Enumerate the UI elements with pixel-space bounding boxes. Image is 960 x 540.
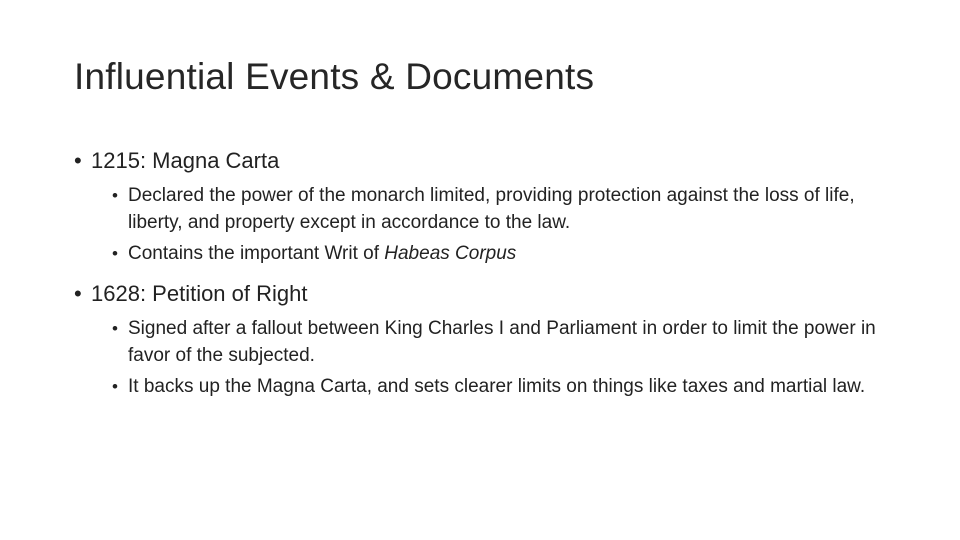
bullet-icon: • xyxy=(112,244,118,263)
bullet-icon: • xyxy=(112,377,118,396)
slide-body xyxy=(74,146,894,400)
sub-bullet-list xyxy=(112,182,894,267)
sub-bullet-text: Signed after a fallout between King Charles I and Parliament in order to limit the power in favor of the subjected. xyxy=(128,318,876,366)
bullet-text: 1628: Petition of Right xyxy=(91,281,308,306)
sub-bullet-text: It backs up the Magna Carta, and sets clearer limits on things like taxes and martial law. xyxy=(128,376,866,397)
bullet-icon: • xyxy=(112,319,118,338)
sub-bullet-item xyxy=(112,182,894,236)
sub-bullet-list xyxy=(112,315,894,400)
slide-title: Influential Events & Documents xyxy=(74,56,595,97)
bullet-text: 1215: Magna Carta xyxy=(91,148,280,173)
sub-bullet-item xyxy=(112,373,894,400)
bullet-icon: • xyxy=(112,186,118,205)
bullet-item-magna-carta xyxy=(74,146,894,176)
bullet-icon: • xyxy=(74,148,82,173)
sub-bullet-text: Contains the important Writ of xyxy=(128,243,385,264)
spacer xyxy=(74,267,894,279)
sub-bullet-item xyxy=(112,315,894,369)
emphasized-text: Habeas Corpus xyxy=(384,243,517,264)
sub-bullet-text: Declared the power of the monarch limited, providing protection against the loss of life, liberty, and property except in accordance to the law. xyxy=(128,185,855,233)
sub-bullet-item xyxy=(112,240,894,267)
bullet-item-petition-of-right xyxy=(74,279,894,309)
bullet-icon: • xyxy=(74,281,82,306)
